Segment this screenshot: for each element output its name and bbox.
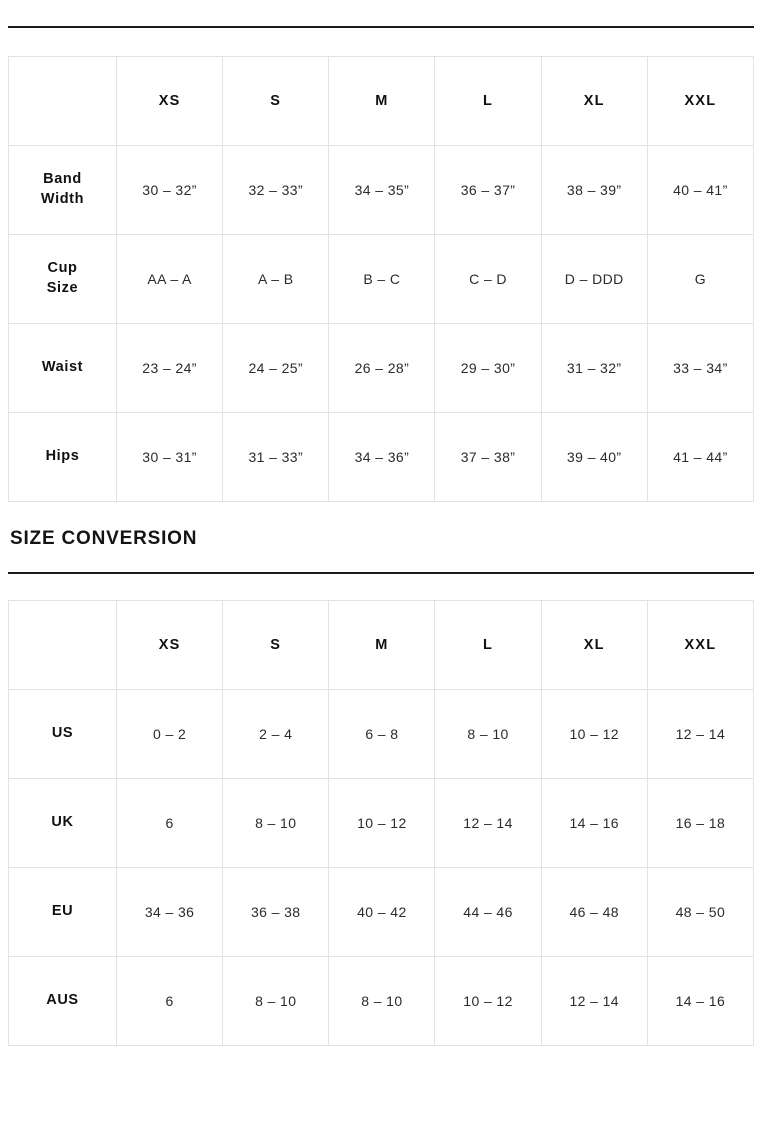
- header-cell-xxl: XXL: [647, 601, 753, 690]
- cell-aus-s: 8 – 10: [223, 957, 329, 1046]
- cell-waist-m: 26 – 28”: [329, 324, 435, 413]
- cell-aus-m: 8 – 10: [329, 957, 435, 1046]
- cell-us-l: 8 – 10: [435, 690, 541, 779]
- cell-waist-xxl: 33 – 34”: [647, 324, 753, 413]
- cell-hips-xl: 39 – 40”: [541, 413, 647, 502]
- conversion-table-body: [9, 690, 754, 1046]
- row-label-line-1: Band: [43, 171, 82, 188]
- row-label-aus: AUS: [9, 957, 117, 1046]
- row-label-us: US: [9, 690, 117, 779]
- cell-aus-xs: 6: [117, 957, 223, 1046]
- header-cell-xs: XS: [117, 57, 223, 146]
- cell-cup-size-xl: D – DDD: [541, 235, 647, 324]
- table-header-row: [9, 601, 754, 690]
- cell-waist-xs: 23 – 24”: [117, 324, 223, 413]
- cell-hips-xxl: 41 – 44”: [647, 413, 753, 502]
- cell-hips-xs: 30 – 31”: [117, 413, 223, 502]
- cell-us-xxl: 12 – 14: [647, 690, 753, 779]
- cell-band-width-s: 32 – 33”: [223, 146, 329, 235]
- table-row: [9, 324, 754, 413]
- cell-aus-l: 10 – 12: [435, 957, 541, 1046]
- header-cell-s: S: [223, 601, 329, 690]
- table-row: [9, 235, 754, 324]
- cell-us-xs: 0 – 2: [117, 690, 223, 779]
- table-row: [9, 690, 754, 779]
- cell-eu-xxl: 48 – 50: [647, 868, 753, 957]
- measurements-table-head: [9, 57, 754, 146]
- cell-cup-size-m: B – C: [329, 235, 435, 324]
- header-cell-xxl: XXL: [647, 57, 753, 146]
- row-label-line-2: Width: [40, 191, 85, 207]
- section-title-size-conversion: SIZE CONVERSION: [10, 528, 198, 549]
- cell-cup-size-xs: AA – A: [117, 235, 223, 324]
- row-label-line-1: Waist: [41, 359, 84, 376]
- cell-uk-m: 10 – 12: [329, 779, 435, 868]
- body-measurements-table: [8, 56, 754, 502]
- cell-waist-xl: 31 – 32”: [541, 324, 647, 413]
- cell-hips-s: 31 – 33”: [223, 413, 329, 502]
- cell-eu-s: 36 – 38: [223, 868, 329, 957]
- table-header-row: [9, 57, 754, 146]
- row-label-line-1: Hips: [45, 448, 80, 465]
- cell-uk-xl: 14 – 16: [541, 779, 647, 868]
- cell-band-width-l: 36 – 37”: [435, 146, 541, 235]
- header-cell-m: M: [329, 601, 435, 690]
- cell-waist-l: 29 – 30”: [435, 324, 541, 413]
- row-label-line-1: Cup: [47, 260, 78, 277]
- row-label-uk: UK: [9, 779, 117, 868]
- corner-cell: [9, 601, 117, 690]
- row-label-cup-size: [9, 235, 117, 324]
- cell-aus-xl: 12 – 14: [541, 957, 647, 1046]
- row-label-band-width: [9, 146, 117, 235]
- table-row: [9, 957, 754, 1046]
- cell-uk-xs: 6: [117, 779, 223, 868]
- header-cell-xs: XS: [117, 601, 223, 690]
- spacer: [8, 28, 754, 56]
- header-cell-m: M: [329, 57, 435, 146]
- header-cell-l: L: [435, 57, 541, 146]
- cell-eu-m: 40 – 42: [329, 868, 435, 957]
- cell-uk-xxl: 16 – 18: [647, 779, 753, 868]
- size-guide-page: [0, 26, 762, 1126]
- cell-eu-xs: 34 – 36: [117, 868, 223, 957]
- size-conversion-table: [8, 600, 754, 1046]
- cell-us-s: 2 – 4: [223, 690, 329, 779]
- cell-uk-l: 12 – 14: [435, 779, 541, 868]
- cell-band-width-xxl: 40 – 41”: [647, 146, 753, 235]
- cell-hips-l: 37 – 38”: [435, 413, 541, 502]
- table-row: [9, 413, 754, 502]
- header-cell-s: S: [223, 57, 329, 146]
- row-label-line-2: Size: [46, 280, 79, 296]
- cell-uk-s: 8 – 10: [223, 779, 329, 868]
- cell-us-m: 6 – 8: [329, 690, 435, 779]
- cell-us-xl: 10 – 12: [541, 690, 647, 779]
- cell-waist-s: 24 – 25”: [223, 324, 329, 413]
- corner-cell: [9, 57, 117, 146]
- table-row: [9, 146, 754, 235]
- cell-hips-m: 34 – 36”: [329, 413, 435, 502]
- table-row: [9, 868, 754, 957]
- conversion-table-head: [9, 601, 754, 690]
- cell-band-width-xs: 30 – 32”: [117, 146, 223, 235]
- cell-cup-size-l: C – D: [435, 235, 541, 324]
- spacer: [8, 574, 754, 600]
- cell-aus-xxl: 14 – 16: [647, 957, 753, 1046]
- row-label-waist: [9, 324, 117, 413]
- row-label-eu: EU: [9, 868, 117, 957]
- row-label-hips: [9, 413, 117, 502]
- header-cell-xl: XL: [541, 601, 647, 690]
- cell-cup-size-xxl: G: [647, 235, 753, 324]
- header-cell-xl: XL: [541, 57, 647, 146]
- cell-eu-l: 44 – 46: [435, 868, 541, 957]
- cell-band-width-xl: 38 – 39”: [541, 146, 647, 235]
- header-cell-l: L: [435, 601, 541, 690]
- cell-cup-size-s: A – B: [223, 235, 329, 324]
- cell-eu-xl: 46 – 48: [541, 868, 647, 957]
- measurements-table-body: [9, 146, 754, 502]
- cell-band-width-m: 34 – 35”: [329, 146, 435, 235]
- table-row: [9, 779, 754, 868]
